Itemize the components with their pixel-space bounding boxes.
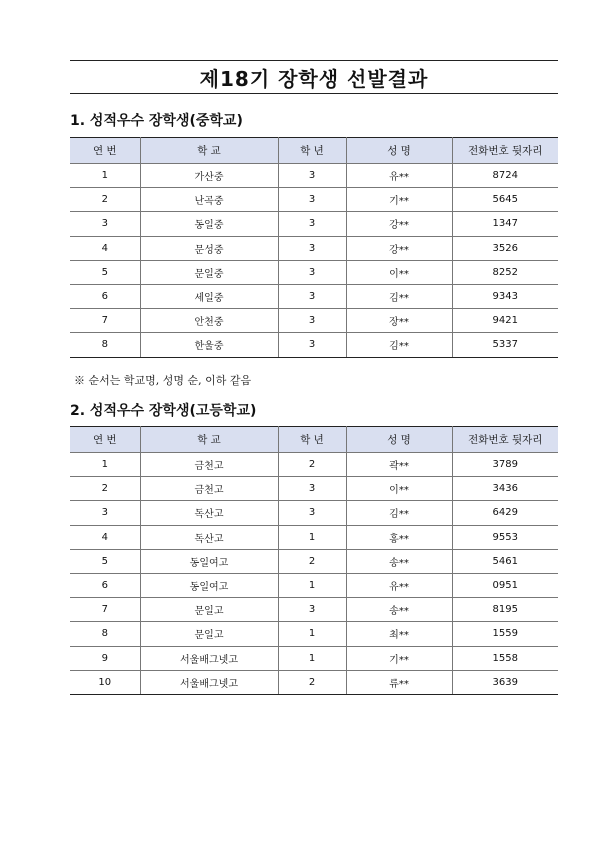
col-header-no: 연 번: [70, 138, 140, 164]
table-row: [70, 646, 558, 670]
col-header-school: 학 교: [140, 138, 278, 164]
cell-school: 문일고: [140, 622, 278, 646]
col-header-grade: 학 년: [278, 138, 346, 164]
col-header-no: 연 번: [70, 427, 140, 453]
cell-school: 가산중: [140, 164, 278, 188]
table-row: [70, 501, 558, 525]
table-row: [70, 212, 558, 236]
table-row: [70, 260, 558, 284]
middle-school-table: [70, 137, 558, 358]
table-row: [70, 549, 558, 573]
cell-phone: 5337: [452, 333, 558, 357]
cell-name: 류**: [346, 670, 452, 694]
cell-school: 문일중: [140, 260, 278, 284]
cell-name: 송**: [346, 549, 452, 573]
cell-no: 8: [70, 622, 140, 646]
cell-no: 7: [70, 598, 140, 622]
cell-grade: 3: [278, 501, 346, 525]
cell-school: 안천중: [140, 309, 278, 333]
cell-name: 송**: [346, 598, 452, 622]
cell-no: 5: [70, 260, 140, 284]
cell-no: 10: [70, 670, 140, 694]
cell-no: 1: [70, 453, 140, 477]
cell-name: 김**: [346, 501, 452, 525]
cell-name: 기**: [346, 188, 452, 212]
cell-school: 독산고: [140, 525, 278, 549]
table-header-row: [70, 138, 558, 164]
cell-name: 곽**: [346, 453, 452, 477]
cell-school: 난곡중: [140, 188, 278, 212]
cell-school: 문일고: [140, 598, 278, 622]
cell-school: 동일중: [140, 212, 278, 236]
cell-phone: 0951: [452, 573, 558, 597]
cell-phone: 9421: [452, 309, 558, 333]
table-row: [70, 164, 558, 188]
cell-school: 서울배그넷고: [140, 646, 278, 670]
cell-grade: 2: [278, 549, 346, 573]
cell-phone: 3526: [452, 236, 558, 260]
cell-no: 3: [70, 501, 140, 525]
cell-school: 문성중: [140, 236, 278, 260]
table-row: [70, 309, 558, 333]
cell-grade: 3: [278, 164, 346, 188]
cell-grade: 2: [278, 453, 346, 477]
cell-grade: 3: [278, 477, 346, 501]
cell-grade: 3: [278, 236, 346, 260]
cell-grade: 1: [278, 622, 346, 646]
cell-school: 금천고: [140, 477, 278, 501]
cell-name: 기**: [346, 646, 452, 670]
high-school-table: [70, 426, 558, 695]
cell-no: 6: [70, 284, 140, 308]
cell-school: 동일여고: [140, 573, 278, 597]
cell-school: 한울중: [140, 333, 278, 357]
cell-grade: 1: [278, 525, 346, 549]
cell-no: 5: [70, 549, 140, 573]
cell-grade: 3: [278, 188, 346, 212]
cell-name: 유**: [346, 573, 452, 597]
cell-phone: 3436: [452, 477, 558, 501]
cell-no: 1: [70, 164, 140, 188]
section2-heading: 2. 성적우수 장학생(고등학교): [70, 403, 257, 419]
cell-no: 9: [70, 646, 140, 670]
col-header-grade: 학 년: [278, 427, 346, 453]
cell-phone: 8252: [452, 260, 558, 284]
cell-phone: 1558: [452, 646, 558, 670]
page-title: 제18기 장학생 선발결과: [199, 66, 429, 91]
table-header-row: [70, 427, 558, 453]
cell-grade: 3: [278, 260, 346, 284]
cell-phone: 6429: [452, 501, 558, 525]
cell-grade: 3: [278, 309, 346, 333]
cell-no: 8: [70, 333, 140, 357]
cell-name: 홍**: [346, 525, 452, 549]
cell-no: 3: [70, 212, 140, 236]
cell-name: 장**: [346, 309, 452, 333]
table-row: [70, 598, 558, 622]
cell-name: 김**: [346, 284, 452, 308]
table-row: [70, 188, 558, 212]
cell-no: 4: [70, 525, 140, 549]
cell-name: 김**: [346, 333, 452, 357]
cell-school: 금천고: [140, 453, 278, 477]
cell-phone: 5645: [452, 188, 558, 212]
cell-school: 세일중: [140, 284, 278, 308]
cell-grade: 1: [278, 573, 346, 597]
cell-phone: 3789: [452, 453, 558, 477]
cell-phone: 8195: [452, 598, 558, 622]
cell-no: 2: [70, 188, 140, 212]
col-header-phone: 전화번호 뒷자리: [452, 427, 558, 453]
table-row: [70, 525, 558, 549]
col-header-school: 학 교: [140, 427, 278, 453]
table-row: [70, 236, 558, 260]
table-row: [70, 573, 558, 597]
cell-no: 2: [70, 477, 140, 501]
cell-phone: 9343: [452, 284, 558, 308]
table-row: [70, 284, 558, 308]
note: ※ 순서는 학교명, 성명 순, 이하 같음: [74, 374, 252, 387]
table-row: [70, 670, 558, 694]
section1-heading: 1. 성적우수 장학생(중학교): [70, 113, 243, 129]
cell-name: 강**: [346, 236, 452, 260]
cell-no: 6: [70, 573, 140, 597]
cell-name: 이**: [346, 477, 452, 501]
table-row: [70, 622, 558, 646]
cell-phone: 8724: [452, 164, 558, 188]
cell-phone: 3639: [452, 670, 558, 694]
cell-name: 이**: [346, 260, 452, 284]
table-row: [70, 333, 558, 357]
col-header-name: 성 명: [346, 138, 452, 164]
table-row: [70, 453, 558, 477]
cell-grade: 1: [278, 646, 346, 670]
col-header-phone: 전화번호 뒷자리: [452, 138, 558, 164]
cell-grade: 3: [278, 212, 346, 236]
cell-no: 7: [70, 309, 140, 333]
cell-phone: 1559: [452, 622, 558, 646]
cell-name: 최**: [346, 622, 452, 646]
cell-phone: 5461: [452, 549, 558, 573]
cell-grade: 2: [278, 670, 346, 694]
cell-grade: 3: [278, 284, 346, 308]
cell-no: 4: [70, 236, 140, 260]
cell-school: 서울배그넷고: [140, 670, 278, 694]
table-row: [70, 477, 558, 501]
col-header-name: 성 명: [346, 427, 452, 453]
cell-school: 독산고: [140, 501, 278, 525]
cell-grade: 3: [278, 333, 346, 357]
cell-phone: 1347: [452, 212, 558, 236]
title-box: [70, 60, 558, 94]
cell-name: 강**: [346, 212, 452, 236]
cell-name: 유**: [346, 164, 452, 188]
cell-school: 동일여고: [140, 549, 278, 573]
cell-grade: 3: [278, 598, 346, 622]
cell-phone: 9553: [452, 525, 558, 549]
